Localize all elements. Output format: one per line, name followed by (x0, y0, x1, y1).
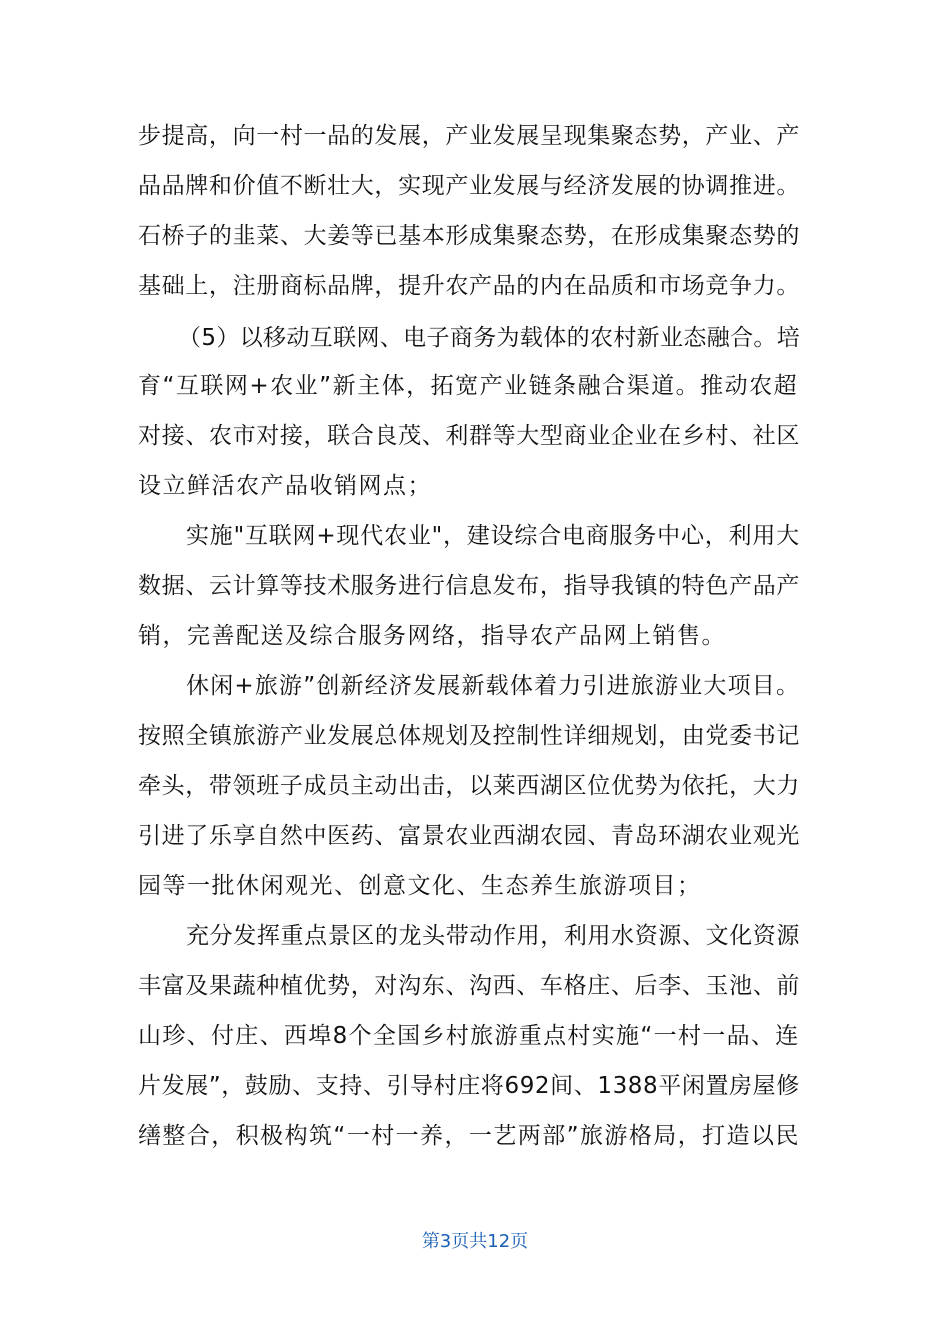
text-line: 缮整合，积极构筑“一村一养，一艺两部”旅游格局，打造以民 (138, 1123, 800, 1149)
text-line: 数据、云计算等技术服务进行信息发布，指导我镇的特色产品产 (138, 573, 800, 599)
text-line: 设立鲜活农产品收销网点； (138, 473, 432, 499)
text-line: 销，完善配送及综合服务网络，指导农产品网上销售。 (138, 623, 726, 649)
text-line: 充分发挥重点景区的龙头带动作用，利用水资源、文化资源 (186, 923, 800, 949)
text-line: 基础上，注册商标品牌，提升农产品的内在品质和市场竞争力。 (138, 273, 800, 299)
text-line: 步提高，向一村一品的发展，产业发展呈现集聚态势，产业、产 (138, 123, 800, 149)
text-line: 丰富及果蔬种植优势，对沟东、沟西、车格庄、后李、玉池、前 (138, 973, 800, 999)
text-line: 按照全镇旅游产业发展总体规划及控制性详细规划，由党委书记 (138, 723, 800, 749)
page-number-footer: 第3页共12页 (421, 1231, 529, 1252)
text-line: （5）以移动互联网、电子商务为载体的农村新业态融合。培 (178, 325, 801, 351)
text-line: 片发展”，鼓励、支持、引导村庄将692间、1388平闲置房屋修 (138, 1073, 800, 1099)
text-line: 牵头，带领班子成员主动出击，以莱西湖区位优势为依托，大力 (138, 773, 800, 799)
text-line: 休闲+旅游”创新经济发展新载体着力引进旅游业大项目。 (186, 673, 801, 699)
text-line: 引进了乐享自然中医药、富景农业西湖农园、青岛环湖农业观光 (138, 823, 800, 849)
text-line: 园等一批休闲观光、创意文化、生态养生旅游项目； (138, 873, 702, 899)
text-line: 品品牌和价值不断壮大，实现产业发展与经济发展的协调推进。 (138, 173, 800, 199)
text-line: 山珍、付庄、西埠8个全国乡村旅游重点村实施“一村一品、连 (138, 1023, 800, 1049)
text-line: 对接、农市对接，联合良茂、利群等大型商业企业在乡村、社区 (138, 423, 800, 449)
text-line: 育“互联网+农业”新主体，拓宽产业链条融合渠道。推动农超 (138, 373, 799, 399)
text-line: 石桥子的韭菜、大姜等已基本形成集聚态势，在形成集聚态势的 (138, 223, 800, 249)
text-line: 实施"互联网+现代农业"，建设综合电商服务中心，利用大 (186, 523, 800, 549)
